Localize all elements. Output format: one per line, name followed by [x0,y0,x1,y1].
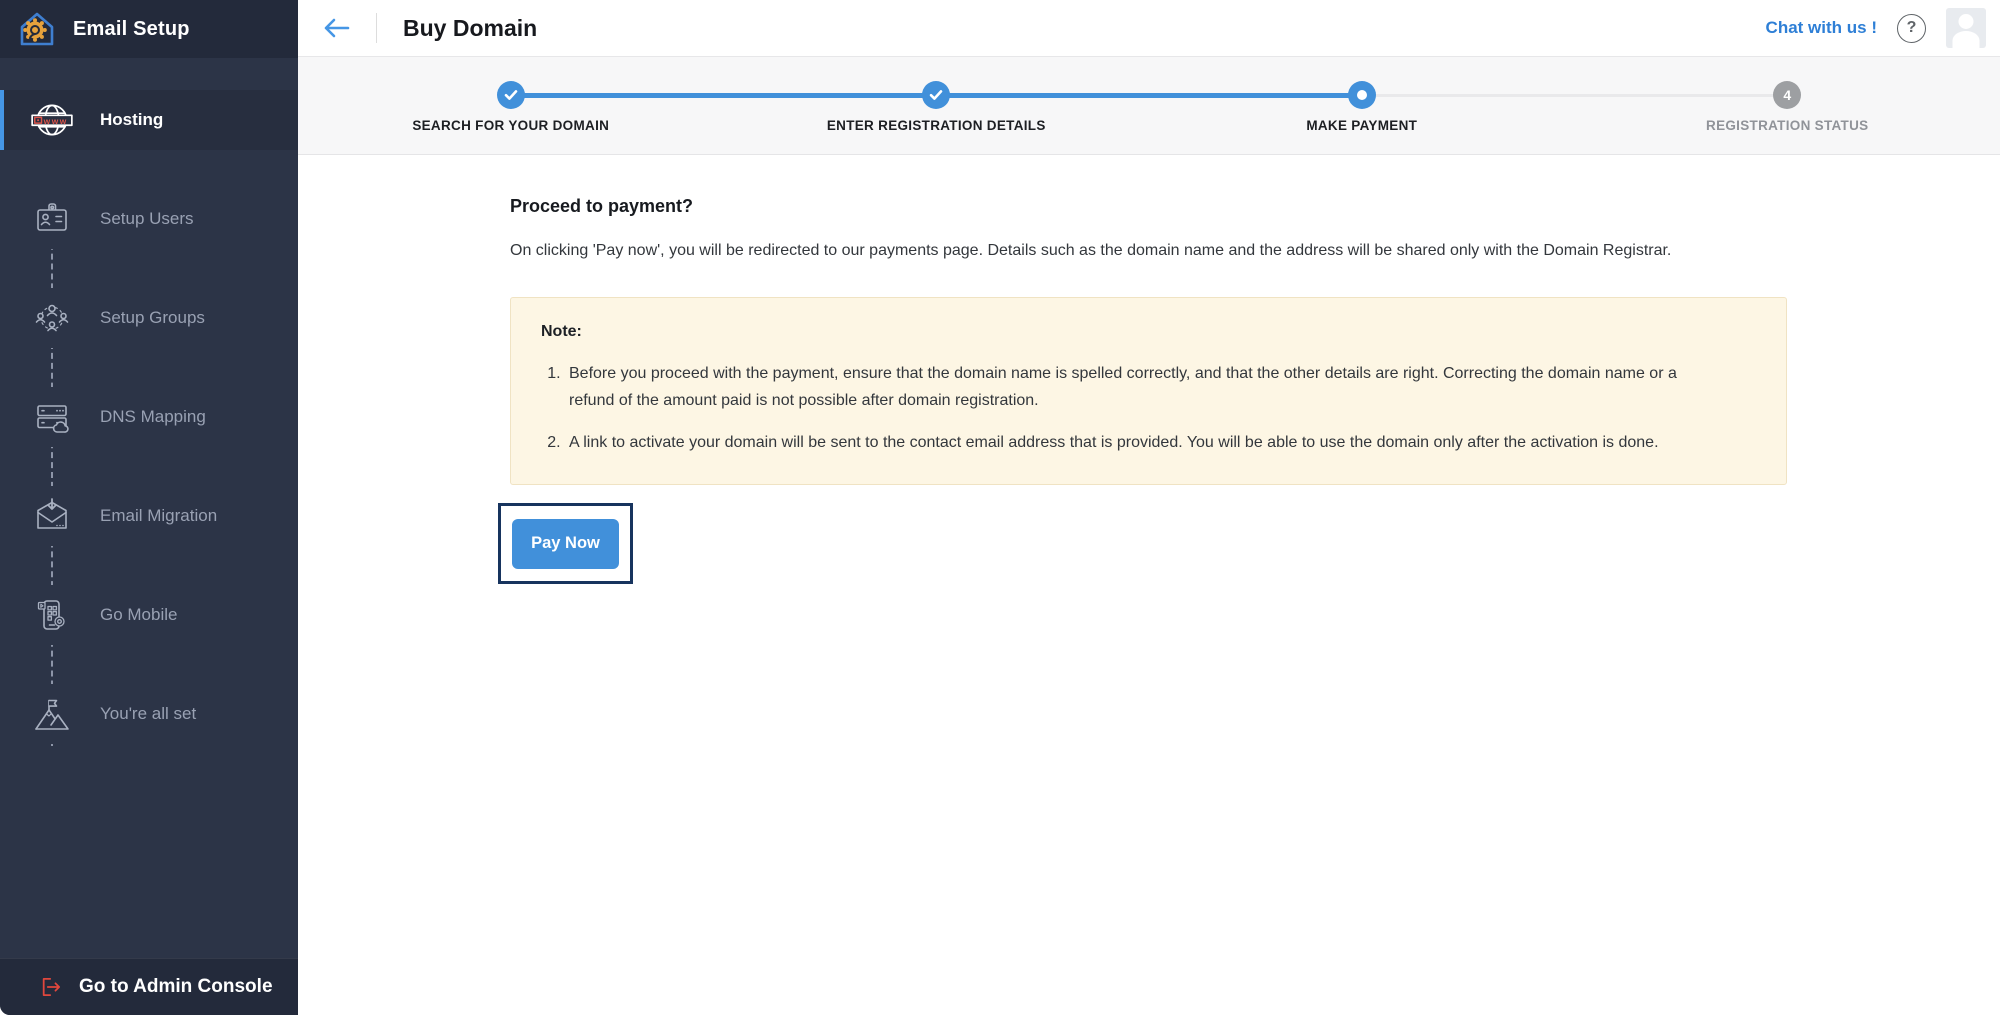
go-mobile-icon [28,587,76,643]
svg-text:www: www [43,115,68,126]
note-title: Note: [541,323,582,340]
step-number-badge: 4 [1773,81,1801,109]
proceed-heading: Proceed to payment? [510,196,694,216]
step-label: MAKE PAYMENT [1306,118,1418,133]
domain-purchase-stepper [298,57,2000,155]
setup-users-icon [28,191,76,247]
youre-all-set-icon [28,686,76,742]
back-arrow-icon[interactable] [322,17,350,39]
sidebar-item-youre-all-set[interactable] [0,684,298,744]
sidebar [0,0,298,1015]
dns-mapping-icon [28,389,76,445]
payment-description: On clicking 'Pay now', you will be redirected to our payments page. Details such as the domain name and the address will be shared only with the Domain Registrar. [510,242,1672,259]
sidebar-item-go-mobile[interactable] [0,585,298,645]
setup-groups-icon [28,290,76,346]
nav-connector-line [51,204,53,746]
app-title: Email Setup [73,17,190,40]
help-icon[interactable]: ? [1897,14,1926,43]
step-make-payment[interactable] [1149,57,1575,154]
step-check-icon [497,81,525,109]
email-setup-logo-icon [15,7,59,51]
sidebar-item-label: Hosting [100,110,164,129]
sidebar-header [0,0,298,58]
sidebar-nav [0,58,298,744]
main-content [298,156,2000,1015]
go-to-admin-console-label: Go to Admin Console [79,976,273,997]
note-list [541,360,1756,456]
sidebar-item-label: You're all set [100,704,197,723]
step-label: SEARCH FOR YOUR DOMAIN [412,118,610,133]
go-to-admin-console-button[interactable] [0,958,298,1015]
sidebar-item-hosting[interactable] [0,90,298,150]
step-registration-status[interactable] [1575,57,2000,154]
step-check-icon [922,81,950,109]
sidebar-item-label: DNS Mapping [100,407,206,426]
sidebar-item-setup-users[interactable] [0,189,298,249]
note-item: 2. A link to activate your domain will be sent to the contact email address that is provided. You will be able to use the domain only after the activation is done. [565,429,1725,456]
sidebar-item-email-migration[interactable] [0,486,298,546]
step-label: REGISTRATION STATUS [1706,118,1869,133]
sidebar-item-setup-groups[interactable] [0,288,298,348]
page-title: Buy Domain [403,14,538,41]
step-enter-registration-details[interactable] [724,57,1150,154]
sidebar-item-label: Go Mobile [100,605,178,624]
sidebar-item-label: Setup Users [100,209,194,228]
email-migration-icon [28,488,76,544]
sidebar-item-label: Email Migration [100,506,218,525]
pay-now-focus-outline [498,503,633,584]
sidebar-item-dns-mapping[interactable] [0,387,298,447]
topbar-divider [376,13,377,43]
step-label: ENTER REGISTRATION DETAILS [826,118,1046,133]
user-avatar[interactable] [1946,8,1986,48]
topbar [298,0,2000,57]
chat-with-us-link[interactable]: Chat with us ! [1765,18,1877,37]
pay-now-button[interactable]: Pay Now [512,519,619,569]
hosting-icon [28,92,76,148]
logout-icon [38,974,64,1000]
step-search-for-your-domain[interactable] [298,57,724,154]
note-box [510,297,1787,485]
step-current-dot-icon [1348,81,1376,109]
note-item: 1. Before you proceed with the payment, ensure that the domain name is spelled correctly, and that the other details are right. Correcting the domain name or a refund of the amount paid is not possible after domain registration. [565,360,1725,414]
sidebar-item-label: Setup Groups [100,308,205,327]
